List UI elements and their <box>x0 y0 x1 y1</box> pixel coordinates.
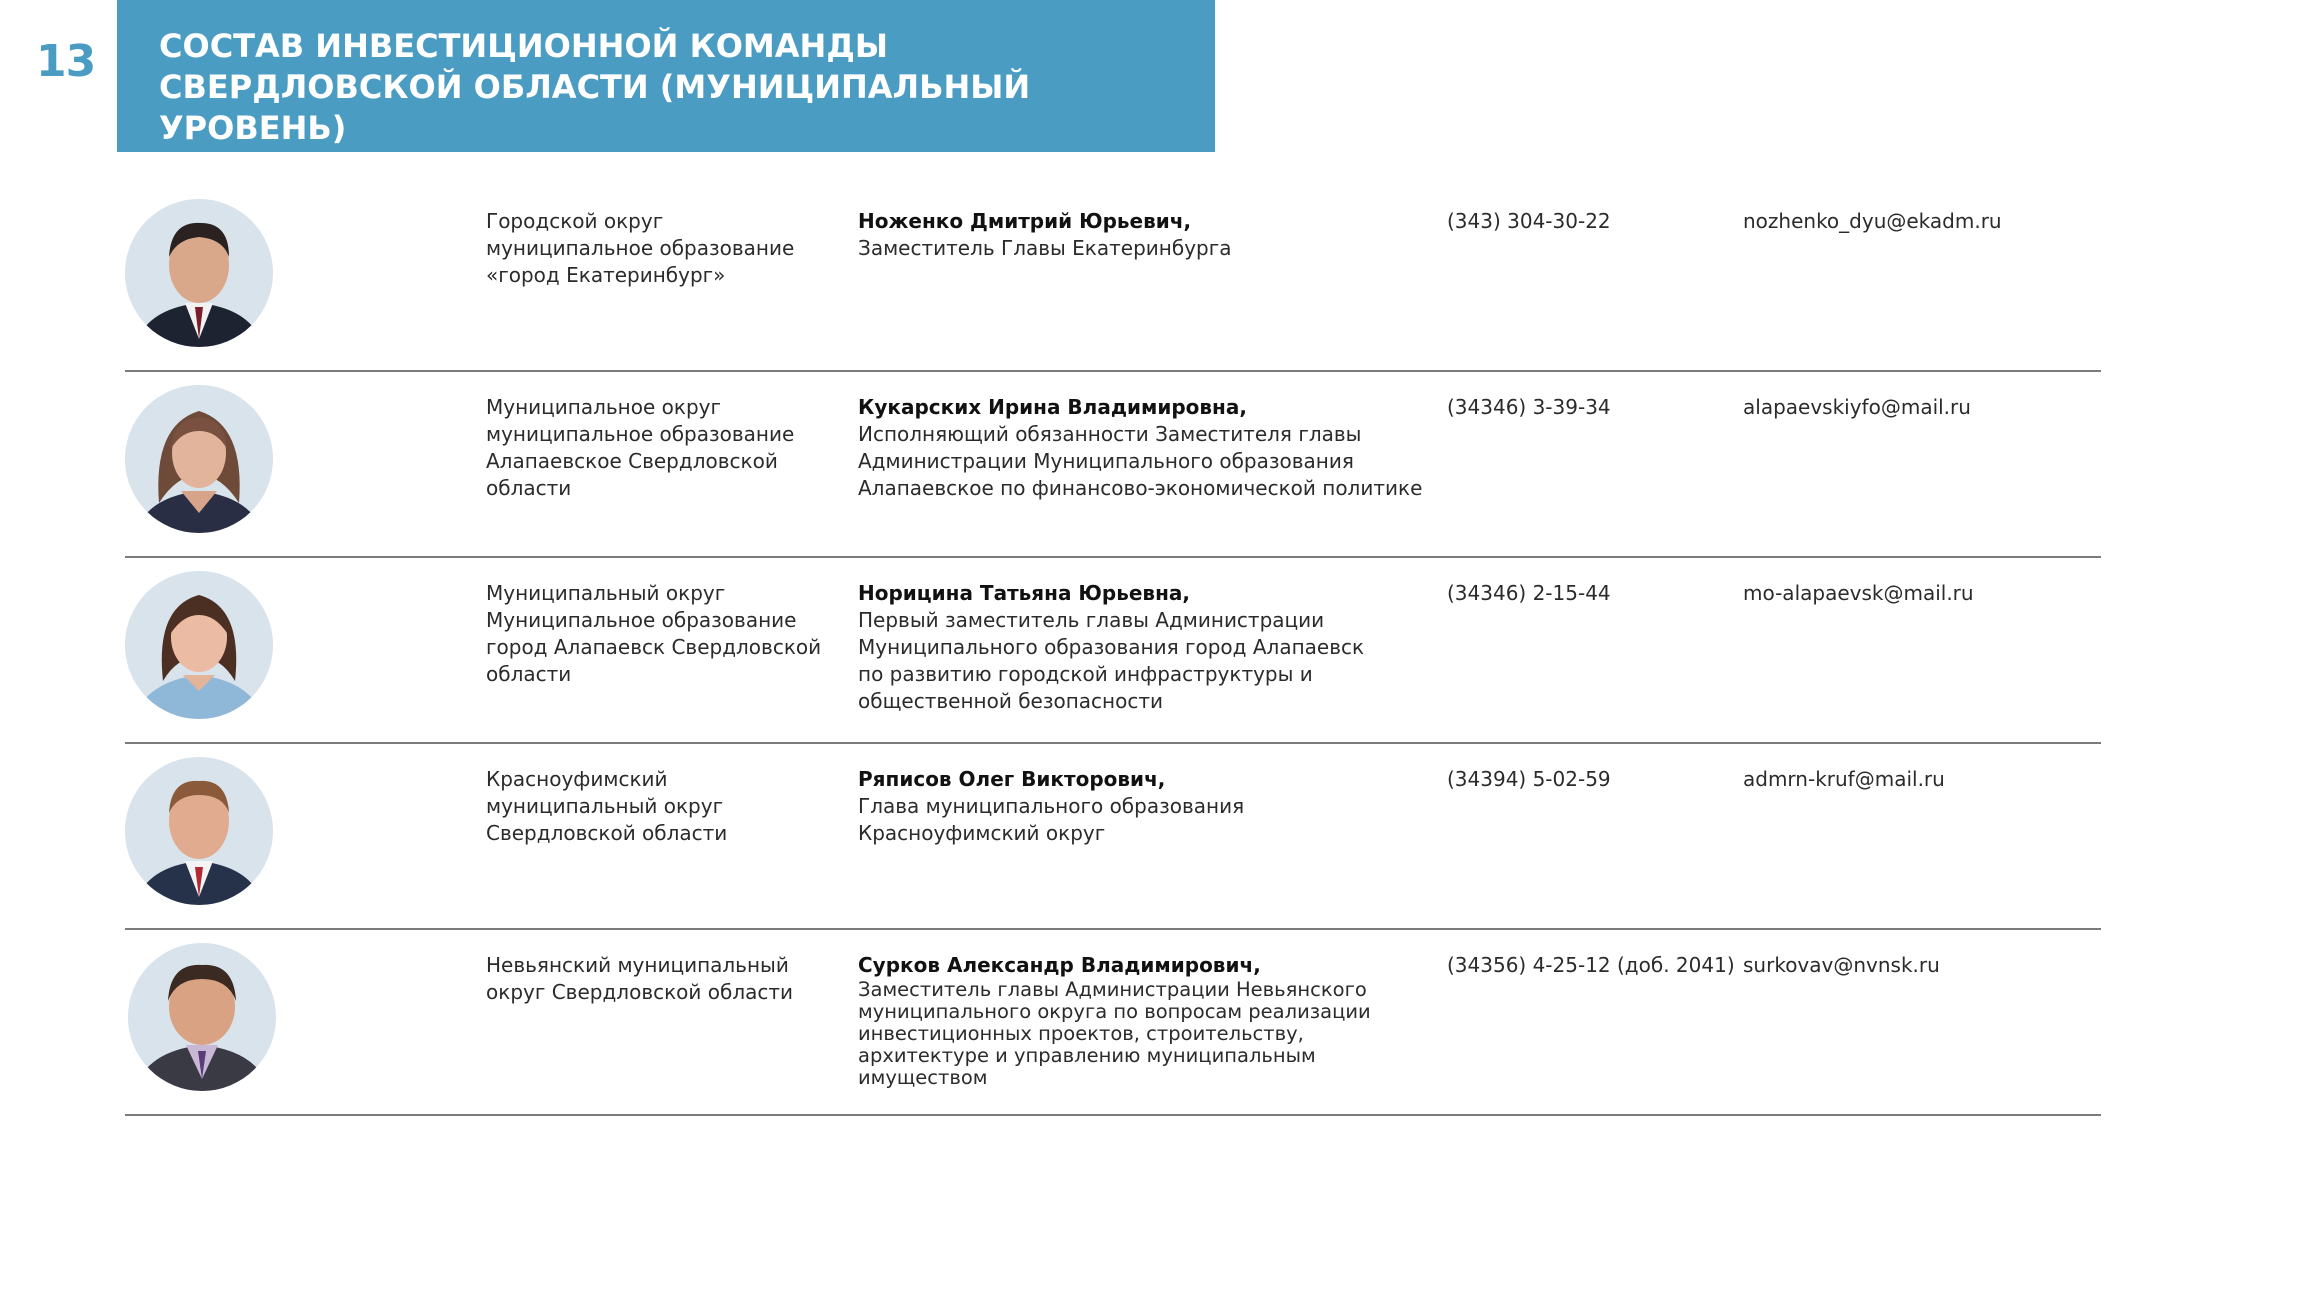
position-line: Первый заместитель главы Администрации <box>858 608 1325 632</box>
position-line: имуществом <box>858 1066 988 1089</box>
table-row <box>125 184 2101 372</box>
table-row <box>125 928 2101 1116</box>
org-line: области <box>486 476 572 500</box>
email-cell[interactable]: nozhenko_dyu@ekadm.ru <box>1743 209 2002 233</box>
person-name: Ряписов Олег Викторович, <box>858 767 1166 791</box>
person-cell <box>858 208 1518 262</box>
org-line: город Алапаевск Свердловской <box>486 635 822 659</box>
position-line: по развитию городской инфраструктуры и <box>858 662 1313 686</box>
org-cell <box>486 208 836 289</box>
position-line: Красноуфимский округ <box>858 821 1106 845</box>
org-line: Алапаевское Свердловской <box>486 449 778 473</box>
org-cell <box>486 580 836 688</box>
portrait-man-icon <box>125 757 273 905</box>
phone-cell: (34346) 2-15-44 <box>1447 581 1611 605</box>
org-line: Городской округ <box>486 209 664 233</box>
person-name: Сурков Александр Владимирович, <box>858 953 1261 977</box>
person-name: Ноженко Дмитрий Юрьевич, <box>858 209 1192 233</box>
position-line: общественной безопасности <box>858 689 1163 713</box>
org-line: муниципальный округ <box>486 794 724 818</box>
person-cell <box>858 580 1518 715</box>
org-cell <box>486 952 836 1006</box>
phone-cell: (34346) 3-39-34 <box>1447 395 1611 419</box>
position-line: Заместитель Главы Екатеринбурга <box>858 236 1232 260</box>
org-line: Красноуфимский <box>486 767 668 791</box>
phone-cell: (343) 304-30-22 <box>1447 209 1611 233</box>
email-cell[interactable]: alapaevskiyfo@mail.ru <box>1743 395 1971 419</box>
table-row <box>125 556 2101 744</box>
portrait-man-icon <box>128 943 276 1091</box>
org-line: Невьянский муниципальный <box>486 953 789 977</box>
email-cell[interactable]: surkovav@nvnsk.ru <box>1743 953 1940 977</box>
org-line: муниципальное образование <box>486 422 795 446</box>
org-cell <box>486 766 836 847</box>
slide-title: СОСТАВ ИНВЕСТИЦИОННОЙ КОМАНДЫ СВЕРДЛОВСКОЙ ОБЛАСТИ (МУНИЦИПАЛЬНЫЙ УРОВЕНЬ) <box>159 27 1031 147</box>
org-line: Свердловской области <box>486 821 728 845</box>
org-line: «город Екатеринбург» <box>486 263 726 287</box>
position-line: инвестиционных проектов, строительству, <box>858 1022 1304 1045</box>
portrait-woman-icon <box>125 385 273 533</box>
portrait-woman-icon <box>125 571 273 719</box>
org-line: Муниципальное образование <box>486 608 797 632</box>
table-row <box>125 742 2101 930</box>
phone-cell: (34394) 5-02-59 <box>1447 767 1611 791</box>
org-line: области <box>486 662 572 686</box>
person-cell <box>858 766 1518 847</box>
org-line: Муниципальный округ <box>486 581 726 605</box>
position-line: Заместитель главы Администрации Невьянского <box>858 978 1367 1001</box>
person-cell <box>858 394 1518 502</box>
org-line: округ Свердловской области <box>486 980 794 1004</box>
position-line: Глава муниципального образования <box>858 794 1245 818</box>
org-line: муниципальное образование <box>486 236 795 260</box>
header-band <box>117 0 1215 152</box>
position-line: Муниципального образования город Алапаевск <box>858 635 1365 659</box>
portrait-man-icon <box>125 199 273 347</box>
position-line: архитектуре и управлению муниципальным <box>858 1044 1316 1067</box>
position-line: Алапаевское по финансово-экономической политике <box>858 476 1423 500</box>
page-number: 13 <box>36 36 96 87</box>
position-line: Исполняющий обязанности Заместителя главы <box>858 422 1362 446</box>
phone-cell: (34356) 4-25-12 (доб. 2041) <box>1447 953 1735 977</box>
table-row <box>125 370 2101 558</box>
position-line: муниципального округа по вопросам реализации <box>858 1000 1371 1023</box>
org-line: Муниципальное округ <box>486 395 722 419</box>
position-line: Администрации Муниципального образования <box>858 449 1354 473</box>
org-cell <box>486 394 836 502</box>
email-cell[interactable]: admrn-kruf@mail.ru <box>1743 767 1945 791</box>
person-name: Норицина Татьяна Юрьевна, <box>858 581 1190 605</box>
person-name: Кукарских Ирина Владимировна, <box>858 395 1247 419</box>
email-cell[interactable]: mo-alapaevsk@mail.ru <box>1743 581 1974 605</box>
person-cell <box>858 952 1518 1089</box>
